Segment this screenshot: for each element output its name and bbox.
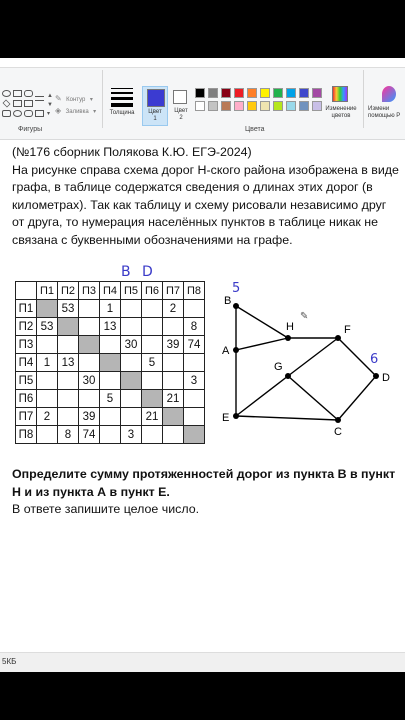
color1-button[interactable] [142, 86, 168, 126]
gallery-scroll-icon[interactable]: ▲ ▼ ▾ [47, 93, 53, 117]
graph-node-label-g: G [274, 361, 283, 373]
file-size-label: 5КБ [2, 657, 17, 666]
table-cell [58, 336, 79, 354]
color2-label: Цвет 2 [174, 108, 188, 121]
table-cell [79, 336, 100, 354]
table-cell: 30 [121, 336, 142, 354]
table-cell [121, 390, 142, 408]
table-row-header: П8 [16, 426, 37, 444]
graph-node-d [373, 373, 379, 379]
table-row [16, 408, 205, 426]
title-bar [0, 58, 405, 68]
shape-diamond-icon[interactable] [3, 100, 11, 108]
rainbow-palette-icon [332, 86, 348, 102]
table-cell [58, 372, 79, 390]
color1-label: Цвет 1 [148, 109, 162, 122]
table-cell: 74 [184, 336, 205, 354]
graph-node-f [335, 335, 341, 341]
table-cell: 53 [37, 318, 58, 336]
palette-swatch[interactable] [273, 101, 283, 111]
table-cell: 2 [163, 300, 184, 318]
palette-swatch[interactable] [286, 101, 296, 111]
table-cell [121, 372, 142, 390]
table-cell: 8 [58, 426, 79, 444]
table-cell [100, 354, 121, 372]
table-row-header: П7 [16, 408, 37, 426]
table-cell: 21 [142, 408, 163, 426]
table-cell: 21 [163, 390, 184, 408]
table-cell [37, 336, 58, 354]
table-cell [58, 408, 79, 426]
paint3d-button[interactable] [368, 84, 405, 126]
shape-arrow-icon[interactable] [35, 100, 44, 107]
table-cell [100, 372, 121, 390]
shape-heart-icon[interactable] [24, 110, 33, 117]
table-header-cell: П8 [184, 282, 205, 300]
color2-swatch [173, 90, 187, 104]
edit-colors-button[interactable] [322, 84, 360, 126]
outline-label: Контур [66, 97, 86, 103]
problem-header: (№176 сборник Полякова К.Ю. ЕГЭ-2024) [12, 145, 252, 159]
question-bold: Определите сумму протяженностей дорог из пункта В в пункт Н и из пункта А в пункт Е. [12, 467, 396, 499]
table-cell: 1 [100, 300, 121, 318]
edit-colors-label: Изменение цветов [325, 106, 357, 119]
table-cell [142, 300, 163, 318]
table-cell [100, 408, 121, 426]
table-row-header: П6 [16, 390, 37, 408]
table-cell [142, 318, 163, 336]
graph-edge-e-c [236, 416, 338, 420]
palette-swatch[interactable] [312, 101, 322, 111]
table-cell [121, 300, 142, 318]
thickness-button[interactable] [107, 86, 137, 120]
fill-dropdown[interactable] [55, 100, 97, 115]
table-cell [79, 390, 100, 408]
paint-ribbon [0, 68, 405, 140]
table-cell [163, 426, 184, 444]
table-row [16, 300, 205, 318]
separator [102, 70, 103, 128]
outline-icon: ✎ [55, 94, 62, 103]
problem-body: На рисунке справа схема дорог Н-ского района изображена в виде графа, в таблице содержатся сведения о длинах этих дорог (в километрах). Так как таблицу и схему рисовали независимо друг от друга, то нумерация населённых пунктов в таблице никак не связана с буквенными обозначениями на графе. [12, 162, 399, 247]
table-cell [184, 300, 205, 318]
handwritten-5-near-b: 5 [232, 281, 241, 296]
table-cell [184, 390, 205, 408]
palette-swatch[interactable] [234, 101, 244, 111]
problem-text-block [12, 144, 400, 250]
chevron-down-icon: ▾ [93, 109, 97, 115]
table-cell [37, 390, 58, 408]
graph-edge-a-h [236, 338, 288, 350]
shape-star-icon[interactable] [2, 110, 11, 117]
palette-swatch[interactable] [208, 101, 218, 111]
palette-swatch[interactable] [260, 88, 270, 98]
table-cell: 13 [58, 354, 79, 372]
table-cell [37, 372, 58, 390]
table-row-header: П3 [16, 336, 37, 354]
table-cell: 2 [37, 408, 58, 426]
pencil-cursor-icon: ✎ [300, 311, 309, 322]
fill-label: Заливка [65, 109, 89, 115]
graph-node-label-d: D [382, 372, 390, 384]
question-block [12, 466, 400, 519]
table-header-cell: П1 [37, 282, 58, 300]
table-cell [79, 318, 100, 336]
thickness-label: Толщина [109, 110, 135, 116]
table-cell: 3 [184, 372, 205, 390]
table-header-cell: П3 [79, 282, 100, 300]
table-row-header: П1 [16, 300, 37, 318]
shape-roundrect-icon[interactable] [24, 90, 33, 97]
table-cell: 5 [100, 390, 121, 408]
palette-swatch[interactable] [234, 88, 244, 98]
handwritten-d-above-p6: D [142, 264, 153, 280]
table-cell [58, 318, 79, 336]
table-cell [142, 372, 163, 390]
top-black-bar [0, 0, 405, 58]
table-cell [163, 318, 184, 336]
table-header-row [16, 282, 205, 300]
shapes-gallery[interactable] [0, 88, 52, 122]
table-cell [142, 336, 163, 354]
graph-edge-g-c [288, 376, 338, 420]
handwritten-6-near-d: 6 [370, 352, 379, 367]
color2-button[interactable] [170, 86, 192, 126]
table-header-cell: П5 [121, 282, 142, 300]
shape-oval-icon[interactable] [2, 90, 11, 97]
status-bar [0, 652, 405, 672]
table-cell: 8 [184, 318, 205, 336]
color1-swatch [147, 89, 165, 107]
table-header-cell [16, 282, 37, 300]
table-cell [142, 390, 163, 408]
graph-node-b [233, 303, 239, 309]
table-cell: 53 [58, 300, 79, 318]
table-cell: 3 [121, 426, 142, 444]
graph-node-label-h: H [286, 321, 294, 333]
palette-swatch[interactable] [299, 101, 309, 111]
table-cell [79, 300, 100, 318]
table-header-cell: П2 [58, 282, 79, 300]
table-cell [163, 354, 184, 372]
paint3d-label: Измени помощью P [368, 106, 401, 119]
graph-edge-g-e [236, 376, 288, 416]
separator [363, 70, 364, 128]
table-header-cell: П7 [163, 282, 184, 300]
table-cell [58, 390, 79, 408]
graph-node-e [233, 413, 239, 419]
table-cell [100, 336, 121, 354]
palette-swatch[interactable] [208, 88, 218, 98]
table-row-header: П4 [16, 354, 37, 372]
fill-icon: ◈ [55, 106, 62, 115]
table-cell [79, 354, 100, 372]
outline-dropdown[interactable] [55, 88, 93, 103]
table-cell [37, 300, 58, 318]
table-header-cell: П6 [142, 282, 163, 300]
graph-node-h [285, 335, 291, 341]
shape-hexagon-icon[interactable] [24, 100, 33, 107]
palette-swatch[interactable] [195, 101, 205, 111]
distance-table [15, 281, 205, 444]
palette-swatch[interactable] [221, 101, 231, 111]
table-header-cell: П4 [100, 282, 121, 300]
palette-swatch[interactable] [286, 88, 296, 98]
table-cell [184, 408, 205, 426]
palette-swatch[interactable] [221, 88, 231, 98]
table-cell: 39 [163, 336, 184, 354]
table-cell [184, 354, 205, 372]
question-normal: В ответе запишите целое число. [12, 502, 200, 517]
table-cell: 1 [37, 354, 58, 372]
chevron-down-icon: ▾ [89, 97, 93, 103]
table-row-header: П5 [16, 372, 37, 390]
table-cell: 30 [79, 372, 100, 390]
table-row [16, 372, 205, 390]
graph-edge-d-c [338, 376, 376, 420]
palette-swatch[interactable] [247, 88, 257, 98]
bottom-black-bar [0, 672, 405, 720]
table-cell [100, 426, 121, 444]
table-cell [37, 426, 58, 444]
table-row [16, 336, 205, 354]
table-cell [163, 372, 184, 390]
table-row [16, 390, 205, 408]
table-cell: 5 [142, 354, 163, 372]
table-cell [184, 426, 205, 444]
table-row [16, 426, 205, 444]
shape-pentagon-icon[interactable] [13, 100, 22, 107]
graph-node-label-b: B [224, 295, 232, 307]
table-cell [163, 408, 184, 426]
palette-swatch[interactable] [312, 88, 322, 98]
handwritten-b-above-p5: В [121, 264, 131, 280]
table-row [16, 318, 205, 336]
thickness-icon [111, 88, 133, 107]
graph-node-label-e: E [222, 412, 230, 424]
graph-edge-f-g [288, 338, 338, 376]
colors-group-label: Цвета [245, 126, 265, 133]
palette-swatch[interactable] [195, 88, 205, 98]
table-row-header: П2 [16, 318, 37, 336]
shape-lightning-icon[interactable] [35, 110, 44, 117]
table-row [16, 354, 205, 372]
palette-swatch[interactable] [299, 88, 309, 98]
graph-edge-b-h [236, 306, 288, 338]
shape-triangle-icon[interactable] [35, 90, 44, 97]
graph-node-c [335, 417, 341, 423]
palette-swatch[interactable] [260, 101, 270, 111]
graph-node-g [285, 373, 291, 379]
graph-node-label-f: F [344, 324, 351, 336]
shape-rect-icon[interactable] [13, 90, 22, 97]
table-cell: 74 [79, 426, 100, 444]
color-palette [195, 88, 325, 116]
palette-swatch[interactable] [247, 101, 257, 111]
shape-callout-icon[interactable] [13, 110, 22, 117]
palette-swatch[interactable] [273, 88, 283, 98]
table-cell: 13 [100, 318, 121, 336]
graph-node-label-c: C [334, 426, 342, 438]
table-cell [121, 354, 142, 372]
graph-node-a [233, 347, 239, 353]
graph-node-label-a: A [222, 345, 230, 357]
shapes-group-label: Фигуры [18, 126, 43, 133]
table-cell: 39 [79, 408, 100, 426]
table-cell [142, 426, 163, 444]
table-cell [121, 318, 142, 336]
paint3d-icon [382, 86, 396, 102]
table-cell [121, 408, 142, 426]
